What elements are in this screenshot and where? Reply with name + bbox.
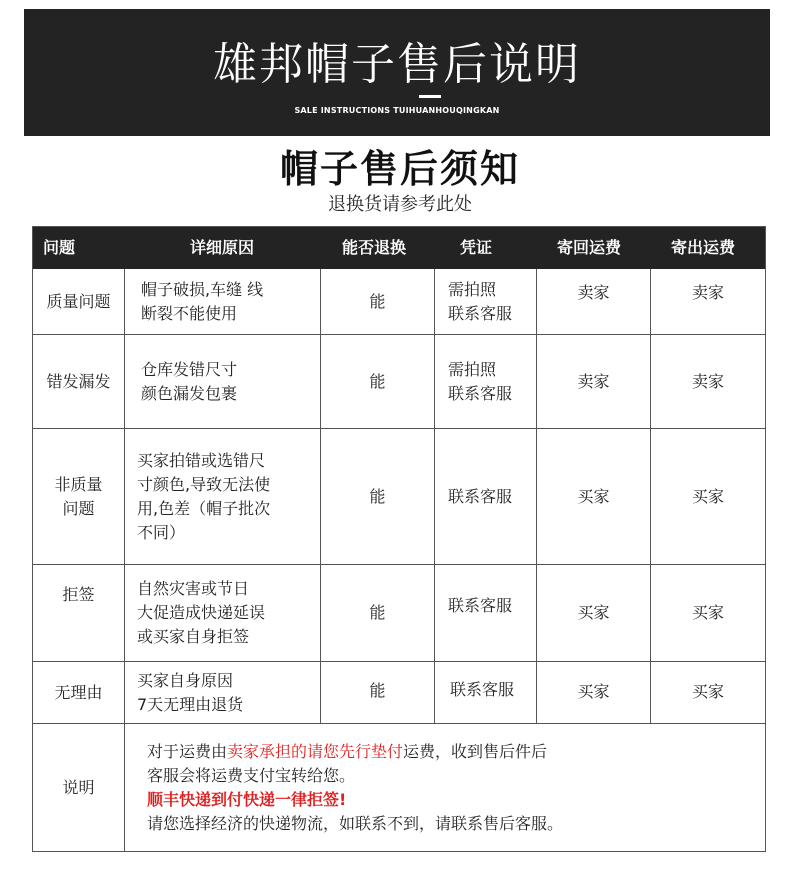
proof-line: 联系客服 (448, 486, 513, 506)
column-divider (434, 269, 435, 724)
cell-return-shipping (537, 335, 650, 428)
table-row-issue (33, 269, 124, 334)
table-row-issue (33, 662, 124, 723)
header-proof: 凭证 (460, 238, 493, 257)
outbound-shipping-value: 买家 (691, 486, 724, 506)
outbound-shipping-value: 买家 (691, 603, 724, 622)
reason-line: 断裂不能使用 (141, 303, 238, 323)
header-banner (24, 9, 770, 136)
proof-line: 联系客服 (448, 303, 513, 323)
reason-line: 寸颜色,导致无法使 (137, 474, 271, 494)
cell-return-shipping (537, 662, 650, 722)
cell-issue: 无理由 (54, 682, 103, 702)
reason-line: 不同） (137, 522, 186, 542)
cell-issue: 质量问题 (46, 291, 111, 311)
reason-line: 颜色漏发包裹 (141, 383, 238, 403)
note-line-4: 请您选择经济的快递物流，如联系不到，请联系售后客服。 (147, 813, 564, 833)
header-issue: 问题 (43, 238, 76, 257)
cell-returnable (321, 662, 434, 720)
cell-issue: 问题 (62, 498, 95, 518)
cell-outbound-shipping (651, 565, 765, 661)
header-reason: 详细原因 (190, 238, 255, 257)
column-divider (124, 269, 125, 851)
banner-title: 雄邦帽子售后说明 (213, 39, 581, 90)
cell-reason (137, 429, 319, 564)
proof-line: 联系客服 (450, 680, 515, 699)
outbound-shipping-value: 卖家 (691, 283, 724, 302)
page-subtitle: 退换货请参考此处 (328, 194, 472, 215)
cell-proof (450, 662, 538, 718)
table-row-issue (33, 335, 124, 428)
table-row-issue (33, 429, 124, 564)
reason-line: 自然灾害或节日 (137, 579, 250, 598)
note-text: 运费，收到售后件后 (403, 741, 548, 761)
note-warning-line: 顺丰快递到付快递一律拒签! (147, 789, 347, 809)
cell-outbound-shipping (651, 335, 765, 428)
cell-reason (137, 662, 319, 723)
cell-returnable (321, 335, 434, 428)
return-shipping-value: 卖家 (577, 283, 610, 302)
header-outbound-shipping: 寄出运费 (671, 238, 736, 257)
reason-line: 仓库发错尺寸 (141, 359, 238, 379)
header-returnable: 能否退换 (342, 238, 407, 257)
after-sales-table (32, 226, 766, 852)
cell-returnable (321, 429, 434, 564)
proof-line: 需拍照 (448, 359, 497, 379)
table-row-issue (33, 565, 124, 625)
reason-line: 帽子破损,车缝 线 (141, 279, 264, 299)
table-header (33, 227, 765, 269)
proof-line: 联系客服 (448, 383, 513, 403)
note-label (33, 724, 124, 851)
banner-subtitle: SALE INSTRUCTIONS TUIHUANHOUQINGKAN (294, 106, 500, 115)
note-line-2: 客服会将运费支付宝转给您。 (147, 765, 356, 785)
note-line-1 (147, 740, 757, 764)
cell-proof (448, 565, 536, 647)
cell-reason (141, 269, 319, 334)
reason-line: 用,色差（帽子批次 (137, 498, 271, 518)
reason-line: 买家自身原因 (137, 670, 234, 690)
reason-line: 大促造成快递延误 (137, 603, 266, 622)
cell-issue: 非质量 (54, 474, 103, 494)
cell-proof (448, 269, 536, 334)
cell-outbound-shipping (651, 429, 765, 564)
return-shipping-value: 买家 (577, 682, 610, 701)
cell-outbound-shipping (651, 662, 765, 722)
cell-return-shipping (537, 565, 650, 661)
reason-line: 买家拍错或选错尺 (137, 450, 266, 470)
returnable-value: 能 (369, 486, 386, 506)
reason-line: 或买家自身拒签 (137, 627, 250, 646)
note-content (147, 724, 757, 851)
returnable-value: 能 (369, 291, 386, 311)
return-shipping-value: 卖家 (577, 371, 610, 391)
page-title: 帽子售后须知 (279, 147, 520, 191)
return-shipping-value: 买家 (577, 486, 610, 506)
note-label-text: 说明 (62, 777, 95, 797)
cell-outbound-shipping (651, 281, 765, 321)
return-shipping-value: 买家 (577, 603, 610, 622)
cell-issue: 错发漏发 (46, 371, 111, 391)
banner-divider (419, 95, 441, 98)
returnable-value: 能 (369, 371, 386, 391)
returnable-value: 能 (369, 681, 386, 700)
cell-issue: 拒签 (62, 585, 95, 604)
cell-proof (448, 429, 536, 564)
outbound-shipping-value: 卖家 (691, 371, 724, 391)
note-text: 对于运费由 (147, 741, 228, 761)
cell-return-shipping (537, 429, 650, 564)
note-emphasis-text: 卖家承担的请您先行垫付 (227, 741, 404, 761)
cell-return-shipping (537, 281, 650, 321)
returnable-value: 能 (369, 603, 386, 622)
proof-line: 需拍照 (448, 279, 497, 299)
proof-line: 联系客服 (448, 596, 513, 615)
cell-reason (141, 335, 319, 428)
cell-proof (448, 335, 536, 428)
reason-line: 7天无理由退货 (137, 694, 244, 714)
cell-returnable (321, 269, 434, 334)
cell-returnable (321, 565, 434, 661)
header-return-shipping: 寄回运费 (557, 238, 622, 257)
outbound-shipping-value: 买家 (691, 682, 724, 701)
cell-reason (137, 565, 319, 661)
